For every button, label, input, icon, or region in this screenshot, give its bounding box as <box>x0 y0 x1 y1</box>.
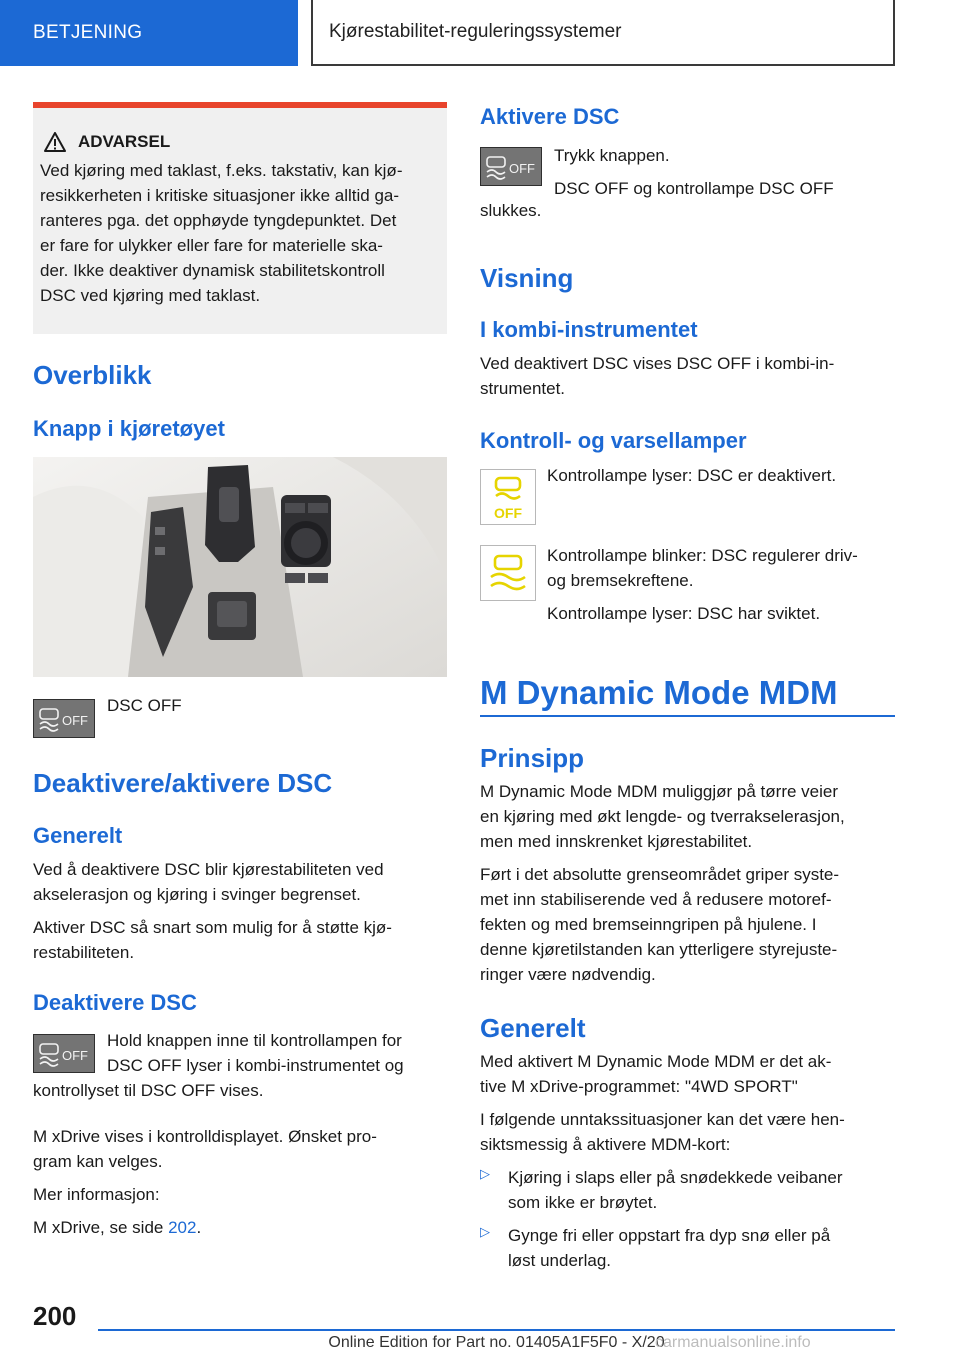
heading-underline <box>480 715 895 717</box>
console-illustration <box>33 457 447 677</box>
aktivere-text-a: Trykk knappen. DSC OFF og kontrollampe DSC OFF <box>554 146 834 198</box>
heading-kombi: I kombi-instrumentet <box>480 317 698 342</box>
heading-knapp: Knapp i kjøretøyet <box>33 416 225 441</box>
heading-kontroll: Kontroll- og varsellamper <box>480 428 747 453</box>
heading-generelt-left: Generelt <box>33 823 123 848</box>
generelt-left-text: Ved å deaktivere DSC blir kjørestabiliteten ved akselerasjon og kjøring i svinger begrenset. Aktiver DSC så snart som mulig for å støtte kjø‐ restabiliteten. <box>33 860 392 962</box>
dsc-off-button-icon-2 <box>33 1034 95 1073</box>
triangle-bullet-icon: ▷ <box>480 1166 490 1181</box>
list-item: ▷ Kjøring i slaps eller på snødekkede veibaner som ikke er brøytet. <box>480 1165 894 1215</box>
page-link-202[interactable]: 202 <box>168 1218 197 1237</box>
heading-deaktivere-aktivere: Deaktivere/aktivere DSC <box>33 768 333 798</box>
heading-mdm: M Dynamic Mode MDM <box>480 674 838 711</box>
aktivere-text-b: slukkes. <box>480 201 542 220</box>
warning-text: Ved kjøring med taklast, f.eks. takstativ, kan kjø‐ resikkerheten i kritiske situasjoner ikke alltid ga‐ ranteres pga. det opphøyde tyngdepunktet. Det er fare for ulykker eller fare for materielle ska‐ der. Ikke deaktiver dynamisk stabilitetskontroll DSC ved kjøring med taklast. <box>40 161 403 305</box>
prinsipp-text: M Dynamic Mode MDM muliggjør på tørre veier en kjøring med økt lengde- og tverrakselerasjon, men med innskrenket kjørestabilitet. Ført i det absolutte grenseområdet griper syste‐ met inn stabiliserende ved å redusere motoref‐ fekten og med bremseinngripen på hjulene. I denne kjøretilstanden kan ytterligere styrejuste‐ ringer være nødvendig. <box>480 782 845 984</box>
svg-text:OFF: OFF <box>494 505 522 521</box>
dsc-off-button-icon-3 <box>480 147 542 186</box>
header-chapter: Kjørestabilitet-reguleringssystemer <box>311 0 895 66</box>
footer-rule <box>98 1329 895 1331</box>
vehicle-console-photo <box>33 457 447 677</box>
heading-visning: Visning <box>480 263 574 293</box>
kombi-text: Ved deaktivert DSC vises DSC OFF i kombi-in‐ strumentet. <box>480 354 835 398</box>
deaktivere-text-a: Hold knappen inne til kontrollampen for DSC OFF lyser i kombi-instrumentet og <box>107 1031 404 1075</box>
dsc-off-button-icon <box>33 699 95 738</box>
warning-title: ADVARSEL <box>44 132 441 152</box>
svg-text:OFF: OFF <box>62 713 88 728</box>
svg-text:OFF: OFF <box>509 161 535 176</box>
heading-prinsipp: Prinsipp <box>480 743 585 773</box>
svg-text:OFF: OFF <box>62 1048 88 1063</box>
dsc-lamp-icon <box>480 545 536 601</box>
heading-deaktivere: Deaktivere DSC <box>33 990 197 1015</box>
xdrive-text: M xDrive vises i kontrolldisplayet. Ønsket pro‐ gram kan velges. Mer informasjon: M xDrive, se side 202. <box>33 1124 447 1240</box>
warning-triangle-icon <box>44 132 66 152</box>
xdrive-reference: M xDrive, se side 202. <box>33 1218 202 1237</box>
page-number: 200 <box>33 1301 77 1331</box>
heading-aktivere: Aktivere DSC <box>480 104 620 129</box>
triangle-bullet-icon: ▷ <box>480 1224 490 1239</box>
heading-generelt-right: Generelt <box>480 1013 586 1043</box>
footer-watermark: carmanualsonline.info <box>655 1334 811 1351</box>
dsc-off-lamp-icon <box>480 469 536 525</box>
dsc-off-label: DSC OFF <box>107 696 182 715</box>
header-section: BETJENING <box>0 0 298 66</box>
list-item: ▷ Gynge fri eller oppstart fra dyp snø eller på løst underlag. <box>480 1223 894 1273</box>
warning-box <box>33 102 447 334</box>
heading-overblikk: Overblikk <box>33 360 152 390</box>
lamp2-text: Kontrollampe blinker: DSC regulerer driv- og bremsekreftene. Kontrollampe lyser: DSC har sviktet. <box>547 546 858 623</box>
generelt-right-text: Med aktivert M Dynamic Mode MDM er det ak‐ tive M xDrive-programmet: "4WD SPORT" I følgende unntakssituasjoner kan det være hen‐ siktsmessig å aktivere MDM-kort: ▷ Kjøring i slaps eller på snødekkede veibaner som ikke er brøytet. ▷ Gynge fri eller oppstart fra dyp snø eller på løst underlag. <box>480 1049 894 1273</box>
deaktivere-text-b: kontrollyset til DSC OFF vises. <box>33 1081 264 1100</box>
lamp1-text: Kontrollampe lyser: DSC er deaktivert. <box>547 466 837 485</box>
footer-edition: Online Edition for Part no. 01405A1F5F0 - X/20 <box>328 1334 665 1351</box>
